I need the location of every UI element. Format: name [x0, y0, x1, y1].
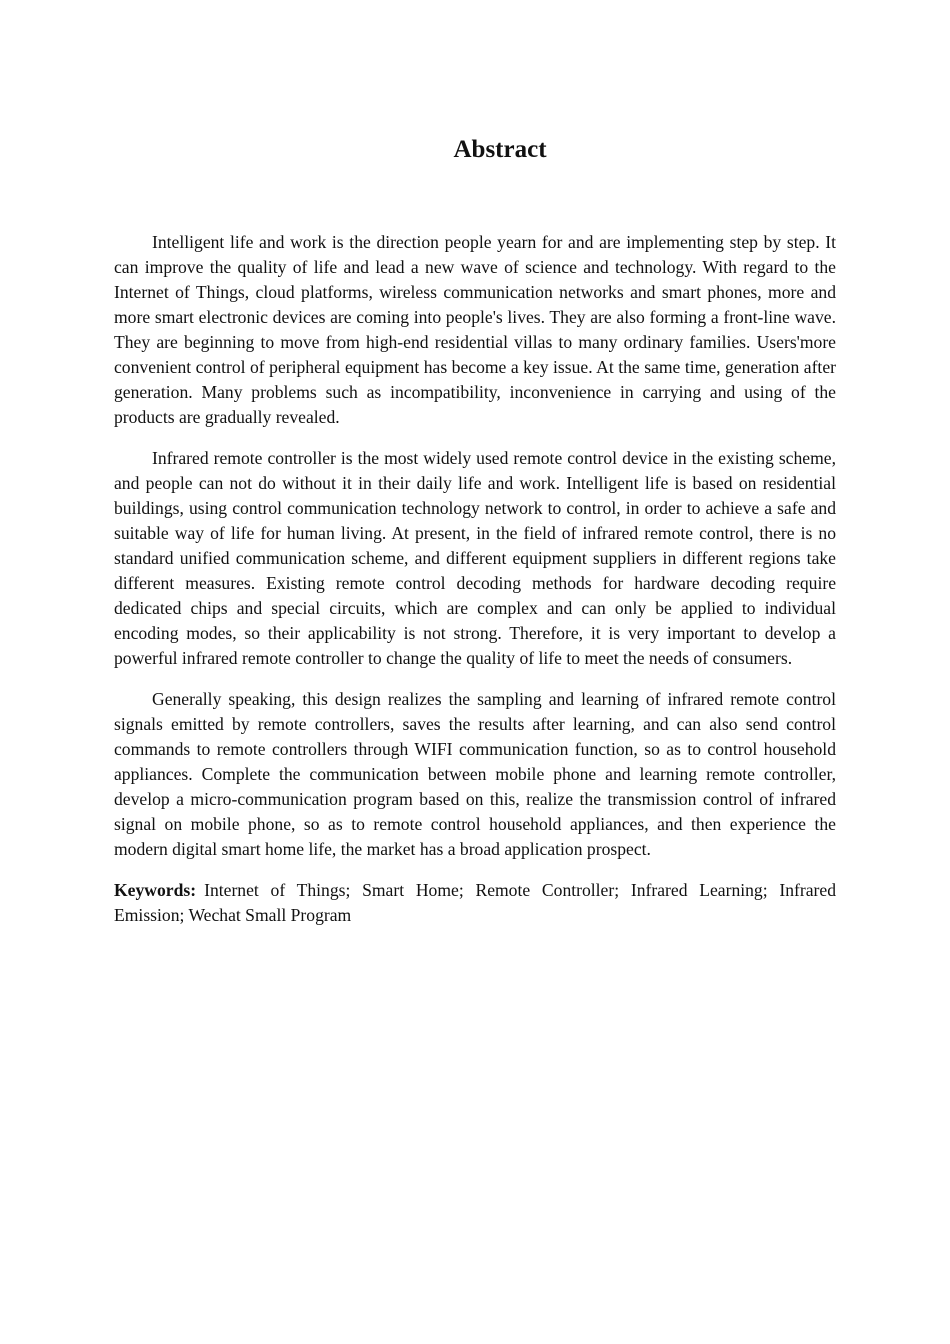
keywords-label: Keywords: [114, 880, 197, 900]
abstract-paragraph-3: Generally speaking, this design realizes the sampling and learning of infrared remote control signals emitted by remote controllers, saves the results after learning, and can also send control commands to remote controllers through WIFI communication function, so as to control household appliances. Complete the communication between mobile phone and learning remote controller, develop a micro-communication program based on this, realize the transmission control of infrared signal on mobile phone, so as to remote control household appliances, and then experience the modern digital smart home life, the market has a broad application prospect. [114, 689, 836, 859]
keywords-text: Internet of Things; Smart Home; Remote Controller; Infrared Learning; Infrared Emission; Wechat Small Program [114, 880, 836, 925]
abstract-paragraph-2: Infrared remote controller is the most widely used remote control device in the existing scheme, and people can not do without it in their daily life and work. Intelligent life is based on residential buildings, using control communication technology network to control, in order to achieve a safe and suitable way of life for human living. At present, in the field of infrared remote control, there is no standard unified communication scheme, and different equipment suppliers in different regions take different measures. Existing remote control decoding methods for hardware decoding require dedicated chips and special circuits, which are complex and can only be applied to individual encoding modes, so their applicability is not strong. Therefore, it is very important to develop a powerful infrared remote controller to change the quality of life to meet the needs of consumers. [114, 448, 836, 668]
abstract-paragraph-1: Intelligent life and work is the direction people yearn for and are implementing step by step. It can improve the quality of life and lead a new wave of science and technology. With regard to the Internet of Things, cloud platforms, wireless communication networks and smart phones, more and more smart electronic devices are coming into people's lives. They are also forming a front-line wave. They are beginning to move from high-end residential villas to many ordinary families. Users'more convenient control of peripheral equipment has become a key issue. At the same time, generation after generation. Many problems such as incompatibility, inconvenience in carrying and using of the products are gradually revealed. [114, 232, 836, 427]
abstract-body [114, 230, 836, 928]
page-title: Abstract [453, 136, 547, 163]
keywords-line [114, 878, 836, 928]
